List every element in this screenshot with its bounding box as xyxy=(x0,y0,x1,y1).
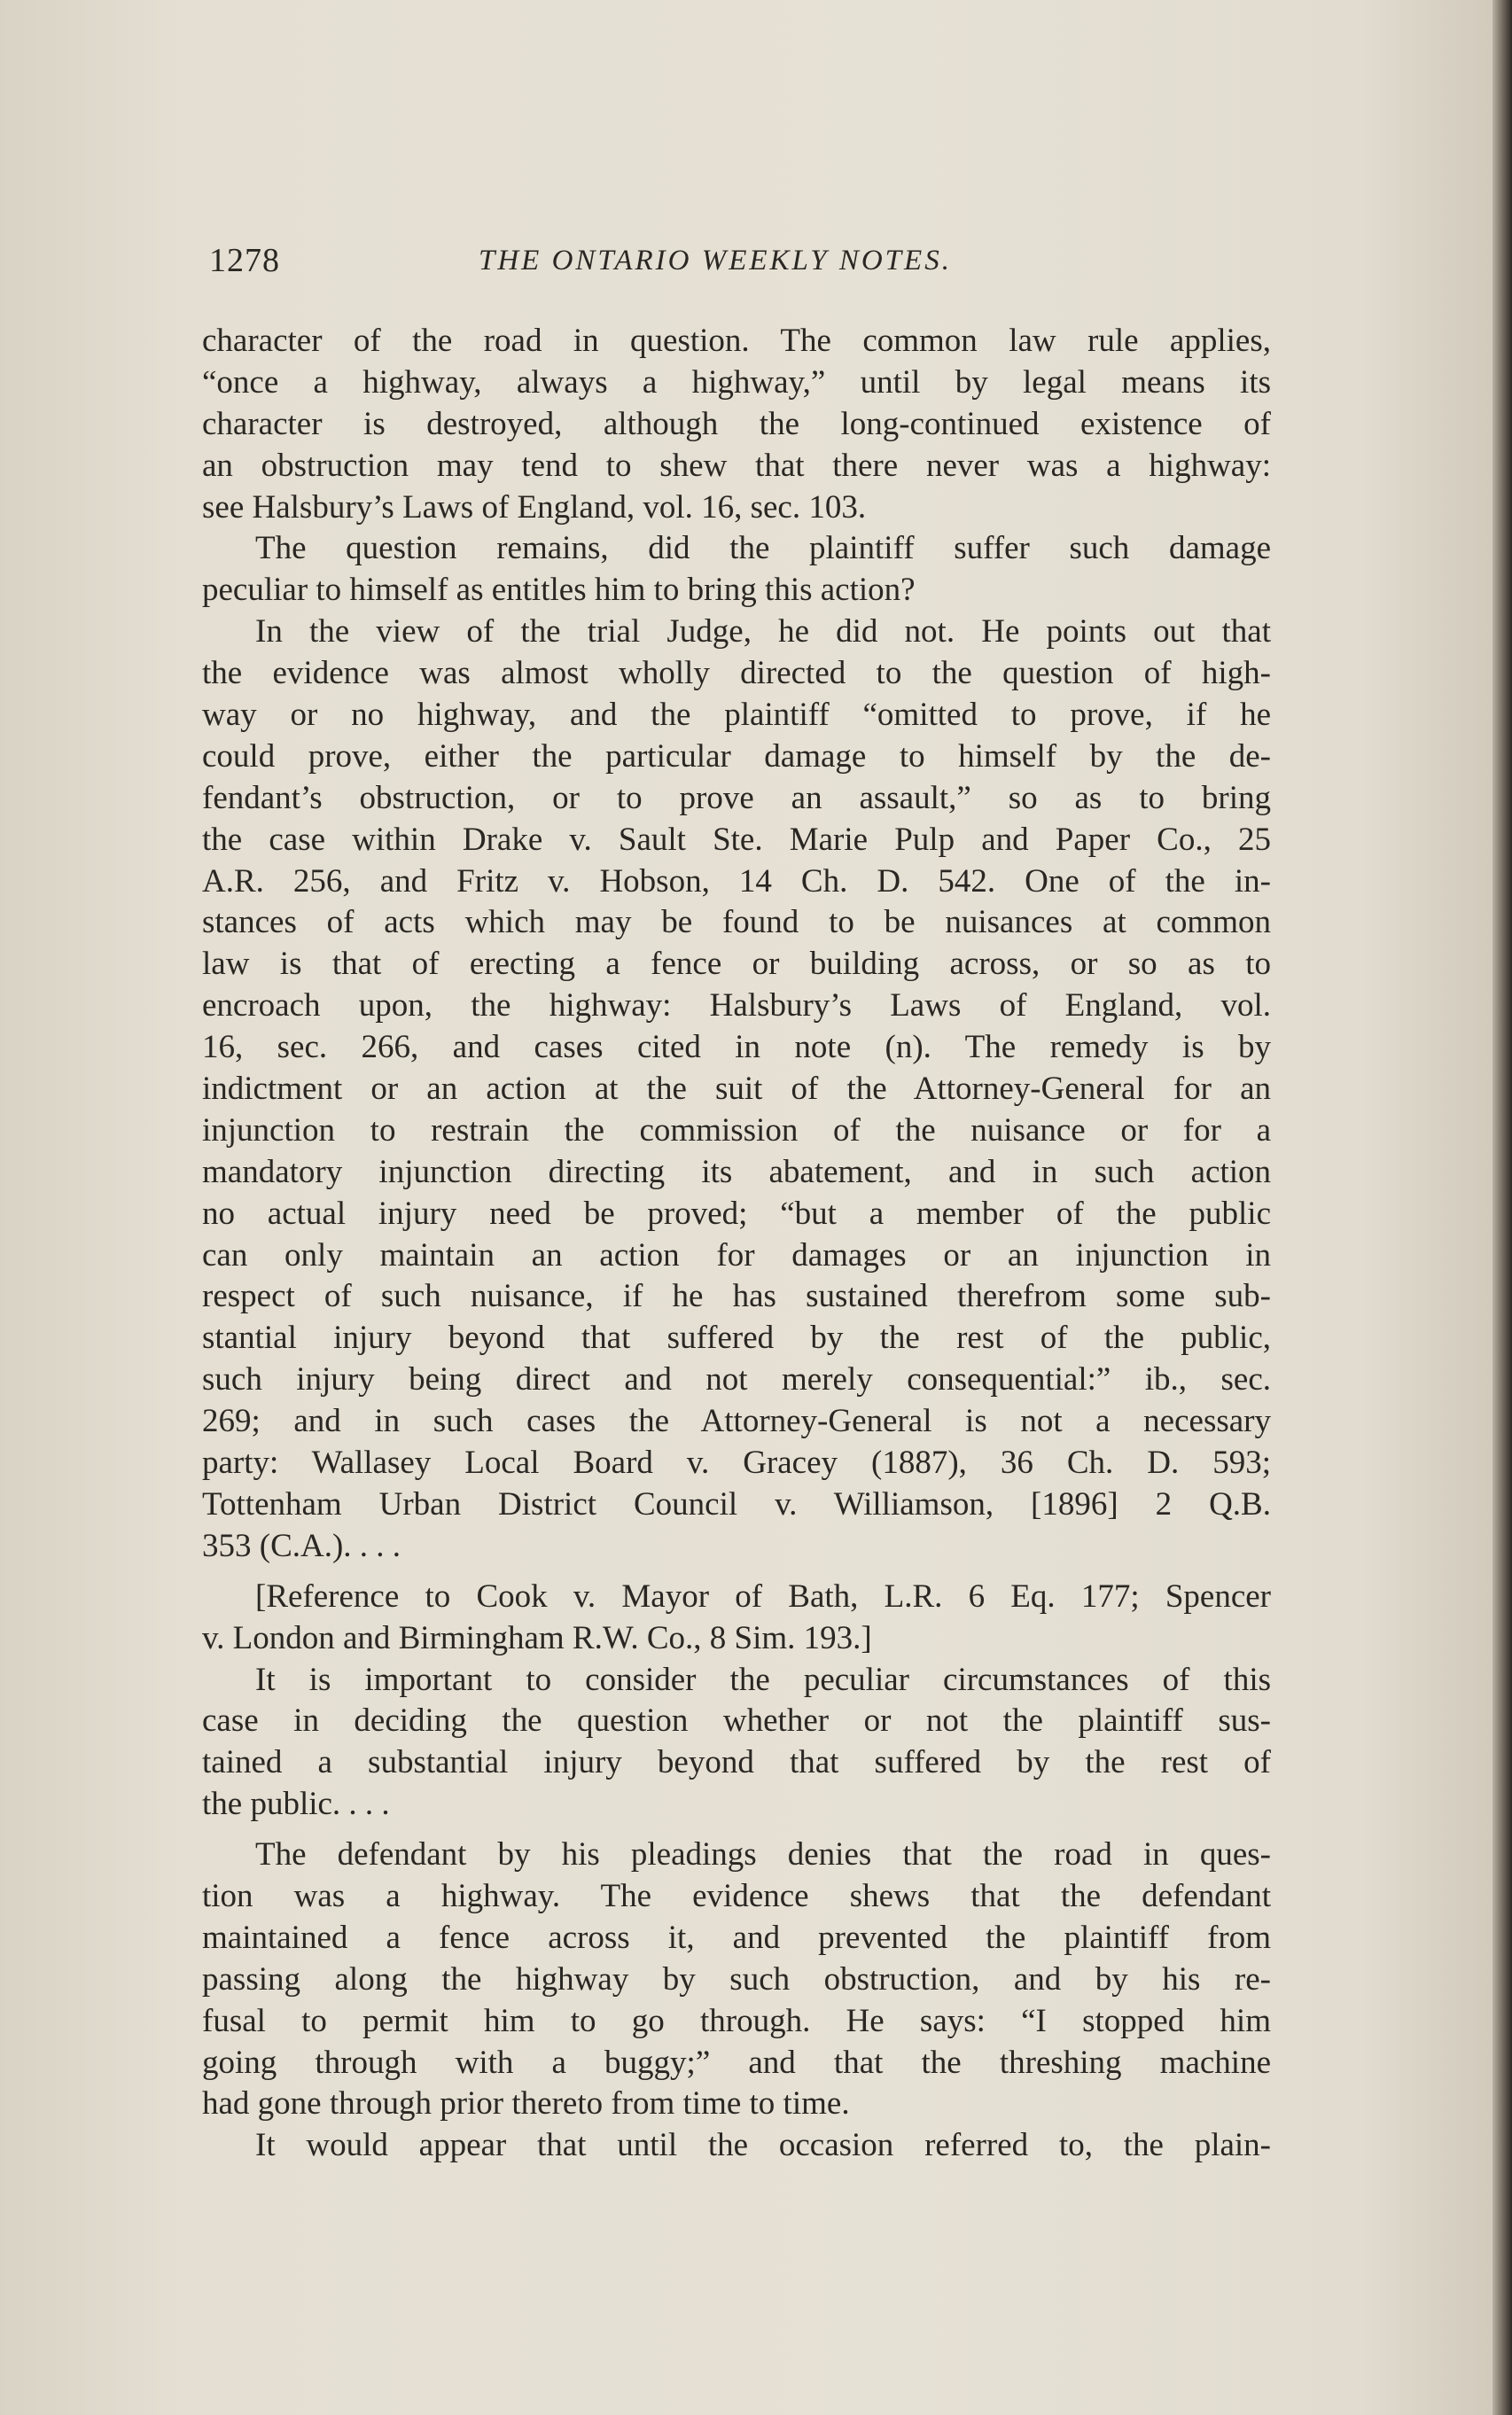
text-line: 16, sec. 266, and cases cited in note (n). The remedy is by xyxy=(202,1029,1271,1066)
text-line: [Reference to Cook v. Mayor of Bath, L.R. 6 Eq. 177; Spencer xyxy=(255,1578,1271,1615)
text-line: maintained a fence across it, and prevented the plaintiff from xyxy=(202,1919,1271,1956)
text-line: respect of such nuisance, if he has sustained therefrom some sub- xyxy=(202,1278,1271,1315)
text-line: going through with a buggy;” and that the threshing machine xyxy=(202,2044,1271,2081)
text-line: The question remains, did the plaintiff suffer such damage xyxy=(255,530,1271,567)
text-line: encroach upon, the highway: Halsbury’s Laws of England, vol. xyxy=(202,987,1271,1024)
text-line: no actual injury need be proved; “but a member of the public xyxy=(202,1195,1271,1232)
text-line: “once a highway, always a highway,” until by legal means its xyxy=(202,363,1271,401)
page-binding-edge xyxy=(1493,0,1512,2415)
running-title: THE ONTARIO WEEKLY NOTES. xyxy=(479,245,952,277)
paragraph-gap xyxy=(202,1826,1271,1835)
text-line: see Halsbury’s Laws of England, vol. 16, sec. 103. xyxy=(202,488,867,526)
text-line: can only maintain an action for damages or an injunction in xyxy=(202,1236,1271,1274)
text-line: fendant’s obstruction, or to prove an assault,” so as to bring xyxy=(202,779,1271,816)
text-line: 353 (C.A.). . . . xyxy=(202,1527,401,1564)
page-header xyxy=(209,241,1290,294)
text-line: the public. . . . xyxy=(202,1786,390,1823)
text-line: had gone through prior thereto from time to time. xyxy=(202,2085,850,2123)
text-line: fusal to permit him to go through. He says: “I stopped him xyxy=(202,2002,1271,2039)
text-line: stantial injury beyond that suffered by the rest of the public, xyxy=(202,1320,1271,1357)
text-line: It would appear that until the occasion referred to, the plain- xyxy=(255,2127,1271,2164)
text-line: character of the road in question. The common law rule applies, xyxy=(202,323,1271,359)
text-line: A.R. 256, and Fritz v. Hobson, 14 Ch. D. 542. One of the in- xyxy=(202,862,1271,900)
text-line: case in deciding the question whether or not the plaintiff sus- xyxy=(202,1702,1271,1740)
text-line: passing along the highway by such obstruction, and by his re- xyxy=(202,1960,1271,1998)
text-line: an obstruction may tend to shew that there never was a highway: xyxy=(202,447,1271,484)
text-line: party: Wallasey Local Board v. Gracey (1887), 36 Ch. D. 593; xyxy=(202,1445,1271,1482)
text-line: It is important to consider the peculiar circumstances of this xyxy=(255,1661,1271,1698)
text-line: tion was a highway. The evidence shews that the defendant xyxy=(202,1877,1271,1914)
page-number: 1278 xyxy=(209,242,280,279)
text-line: the case within Drake v. Sault Ste. Marie Pulp and Paper Co., 25 xyxy=(202,821,1271,858)
text-line: peculiar to himself as entitles him to bring this action? xyxy=(202,572,916,609)
text-line: The defendant by his pleadings denies that the road in ques- xyxy=(255,1836,1271,1874)
text-line: indictment or an action at the suit of the Attorney-General for an xyxy=(202,1071,1271,1108)
text-line: tained a substantial injury beyond that suffered by the rest of xyxy=(202,1744,1271,1781)
body-text xyxy=(202,321,1271,2209)
text-line: character is destroyed, although the long-continued existence of xyxy=(202,405,1271,442)
text-line: v. London and Birmingham R.W. Co., 8 Sim. 193.] xyxy=(202,1619,872,1656)
text-line: stances of acts which may be found to be nuisances at common xyxy=(202,904,1271,941)
text-line: the evidence was almost wholly directed to the question of high- xyxy=(202,655,1271,692)
text-line: injunction to restrain the commission of the nuisance or for a xyxy=(202,1111,1271,1149)
text-line: way or no highway, and the plaintiff “omitted to prove, if he xyxy=(202,697,1271,734)
text-line: could prove, either the particular damage to himself by the de- xyxy=(202,737,1271,775)
paragraph-gap xyxy=(202,1568,1271,1577)
text-line: such injury being direct and not merely consequential:” ib., sec. xyxy=(202,1361,1271,1398)
text-line: law is that of erecting a fence or building across, or so as to xyxy=(202,946,1271,983)
text-line: Tottenham Urban District Council v. Williamson, [1896] 2 Q.B. xyxy=(202,1485,1271,1523)
text-line: In the view of the trial Judge, he did not. He points out that xyxy=(255,613,1271,650)
text-line: mandatory injunction directing its abatement, and in such action xyxy=(202,1153,1271,1190)
text-line: 269; and in such cases the Attorney-General is not a necessary xyxy=(202,1403,1271,1440)
